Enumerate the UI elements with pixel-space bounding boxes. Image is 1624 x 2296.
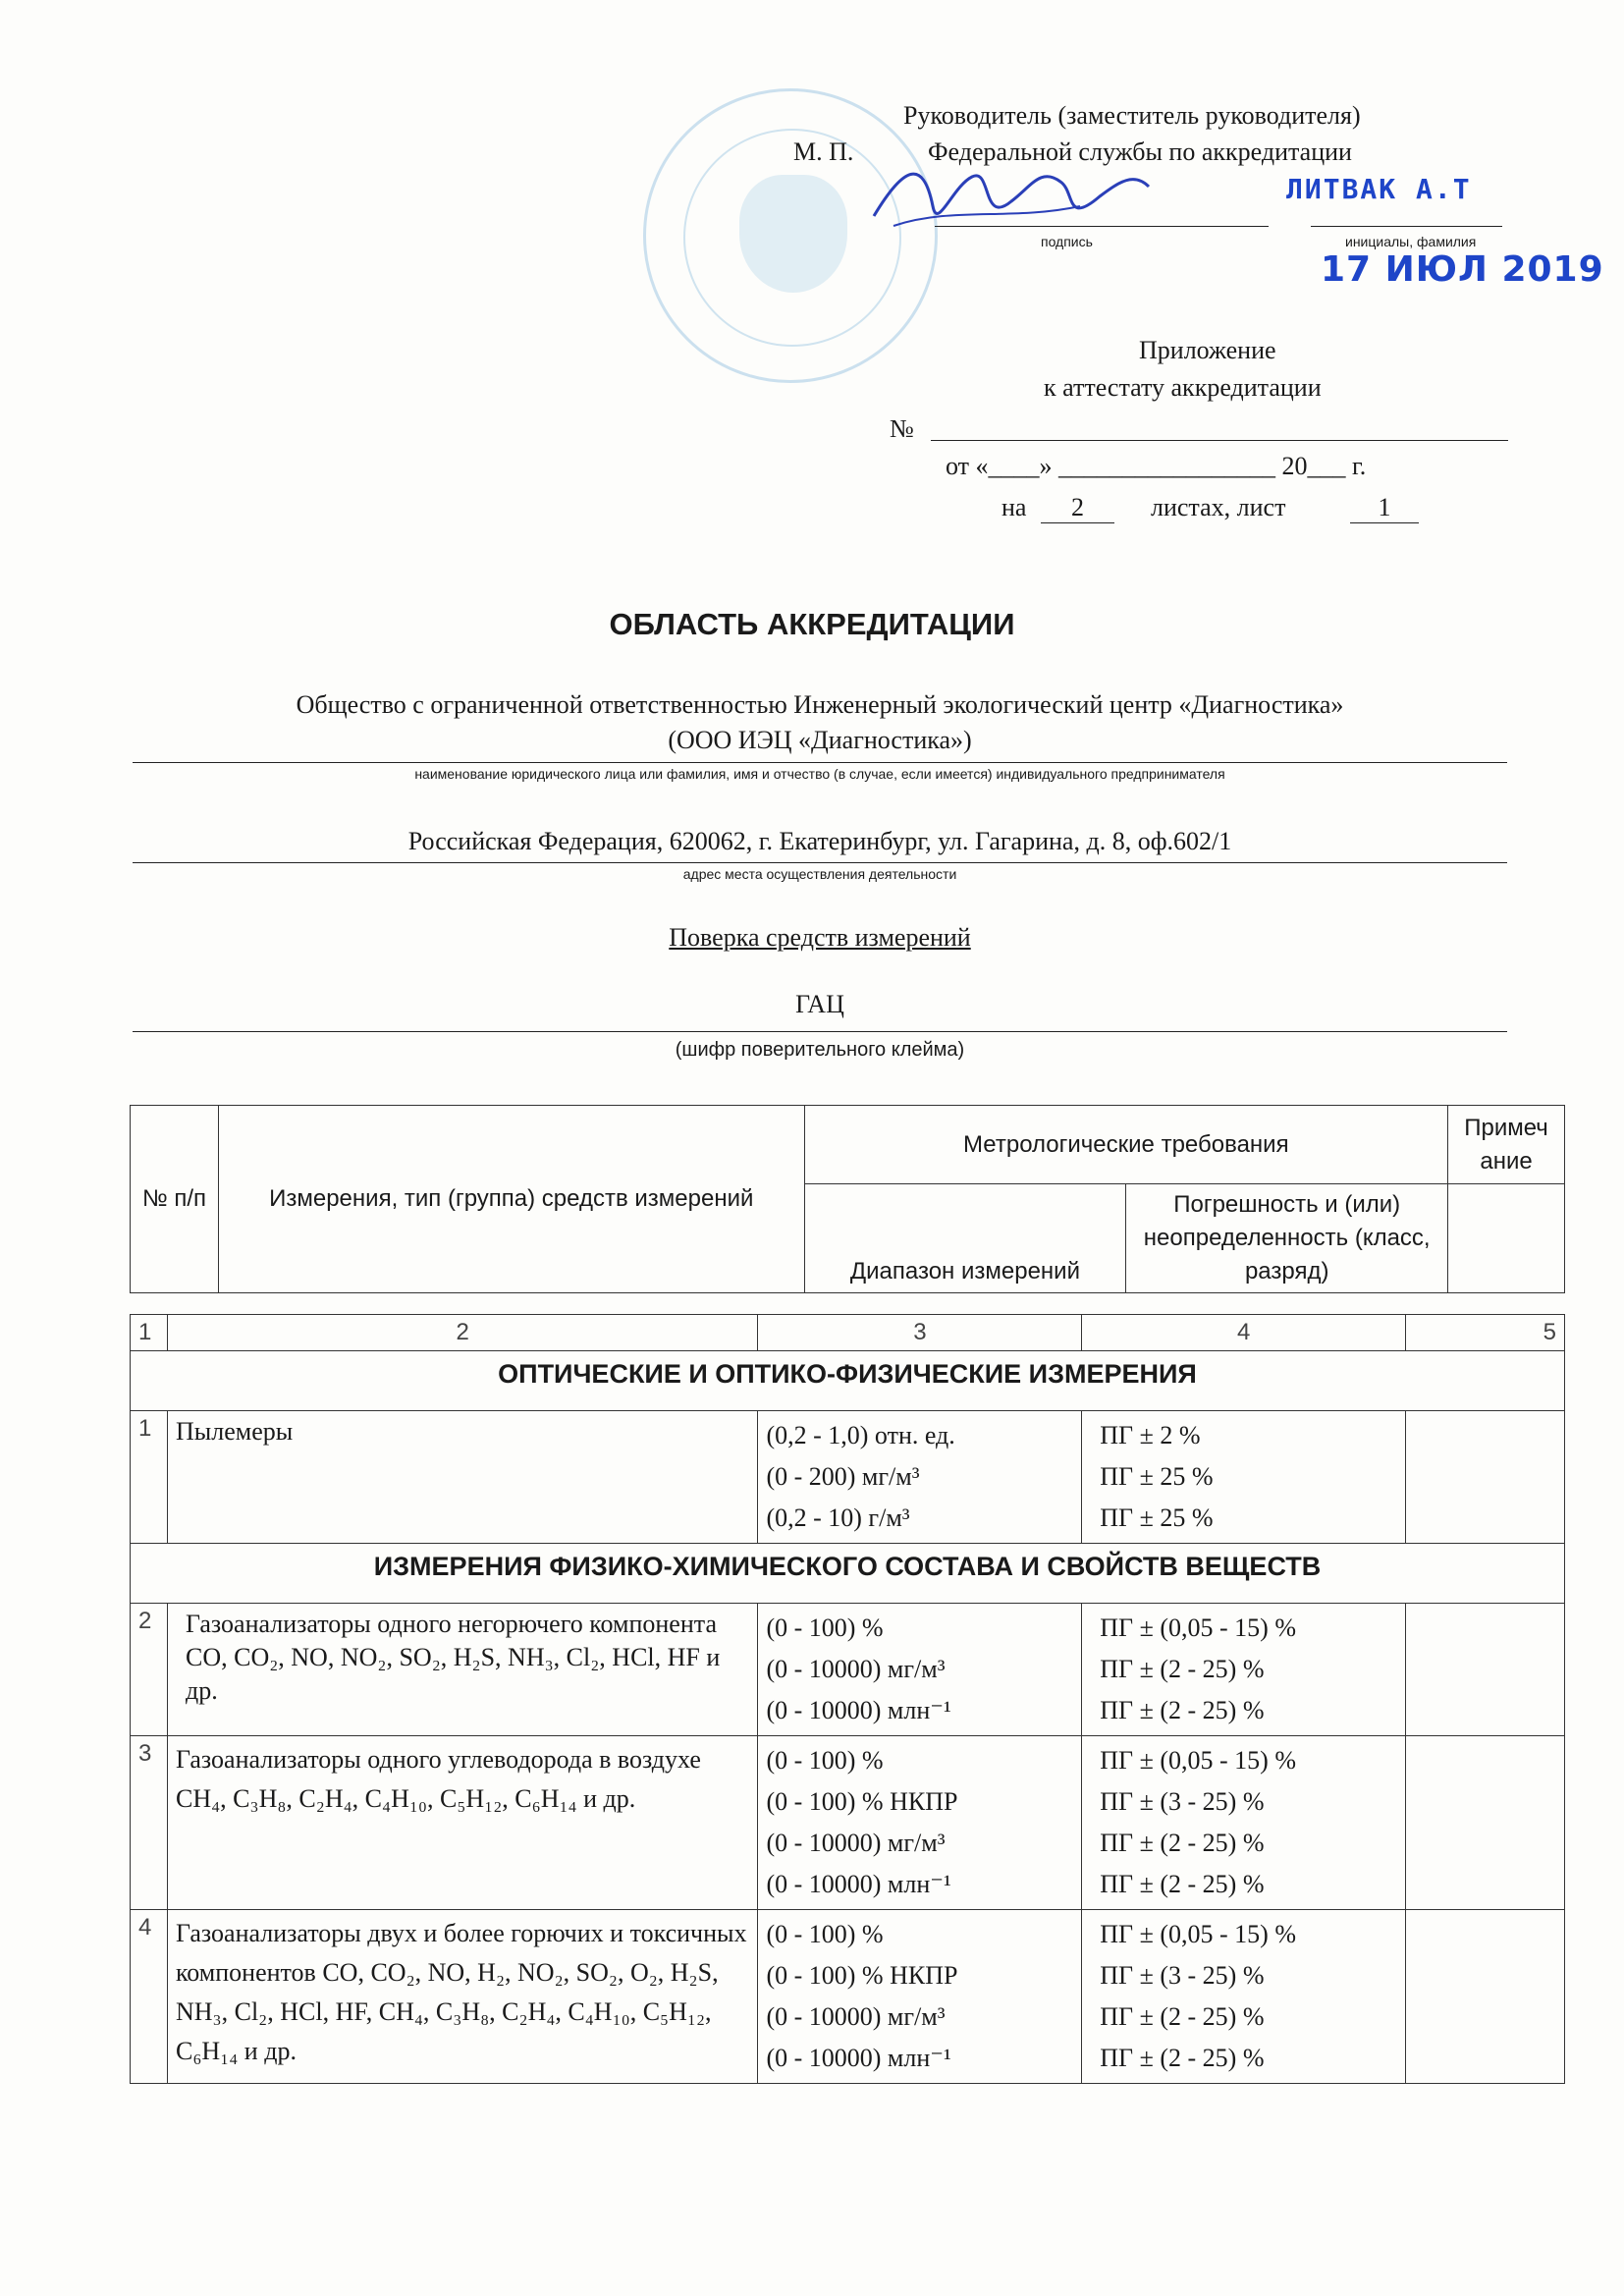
row-name: Пылемеры: [167, 1411, 757, 1544]
error-value: ПГ ± (0,05 - 15) %: [1100, 1920, 1296, 1948]
range-value: (0 - 10000) мг/м³: [766, 2002, 946, 2031]
column-number: 1: [131, 1315, 168, 1351]
verification-code: ГАЦ: [795, 990, 844, 1018]
column-number: 4: [1082, 1315, 1406, 1351]
col-note-header: [1448, 1106, 1565, 1184]
column-number: 3: [758, 1315, 1082, 1351]
range-value: (0 - 10000) млн⁻¹: [766, 2044, 951, 2072]
code-caption: (шифр поверительного клейма): [675, 1039, 965, 1061]
row-ranges: [758, 1604, 1082, 1736]
error-value: ПГ ± (2 - 25) %: [1100, 1870, 1265, 1898]
section-chemical: ИЗМЕРЕНИЯ ФИЗИКО-ХИМИЧЕСКОГО СОСТАВА И СВОЙСТВ ВЕЩЕСТВ: [131, 1544, 1565, 1604]
error-value: ПГ ± (3 - 25) %: [1100, 1787, 1265, 1816]
row-number: 1: [131, 1411, 168, 1544]
row-name: Газоанализаторы двух и более горючих и токсичных компонентов CO, CO₂, NO, H₂, NO₂, SO₂, O₂, H₂S, NH₃, Cl₂, HCl, HF, CH₄, C₃H₈, C₂H₄, C₄H₁₀, C₅H₁₂, C₆H₁₄ и др.: [167, 1910, 757, 2084]
range-value: (0 - 100) % НКПР: [766, 1961, 958, 1990]
col-range-header: Диапазон измерений: [804, 1184, 1126, 1293]
table-row: [131, 1736, 1565, 1910]
range-value: (0 - 100) %: [766, 1746, 884, 1775]
row-errors: [1082, 1604, 1406, 1736]
error-value: ПГ ± (0,05 - 15) %: [1100, 1746, 1296, 1775]
initials-caption: инициалы, фамилия: [1345, 234, 1477, 249]
range-value: (0 - 10000) мг/м³: [766, 1829, 946, 1857]
sheets-prefix: на: [1001, 493, 1027, 521]
row-note: [1406, 1910, 1565, 2084]
col-error-header: Погрешность и (или) неопределенность (класс, разряд): [1126, 1184, 1448, 1293]
signature-caption: подпись: [1041, 234, 1093, 249]
error-value: ПГ ± (3 - 25) %: [1100, 1961, 1265, 1990]
col-note-empty: [1448, 1184, 1565, 1293]
sheets-total: 2: [1041, 493, 1114, 523]
header-table: [130, 1105, 1565, 1293]
error-value: ПГ ± (2 - 25) %: [1100, 1829, 1265, 1857]
sheet-number: 1: [1350, 493, 1419, 523]
table-row: [131, 1411, 1565, 1544]
range-value: (0,2 - 10) г/м³: [766, 1503, 910, 1532]
date-stamp: 17 ИЮЛ 2019: [1321, 249, 1604, 290]
col-name-header: Измерения, тип (группа) средств измерений: [218, 1106, 804, 1293]
table-row: [131, 1604, 1565, 1736]
appendix-line-1: Приложение: [1139, 336, 1276, 364]
row-number: 2: [131, 1604, 168, 1736]
org-name-line-2: (ООО ИЭЦ «Диагностика»): [668, 726, 972, 754]
row-number: 4: [131, 1910, 168, 2084]
error-value: ПГ ± (2 - 25) %: [1100, 2002, 1265, 2031]
range-value: (0 - 10000) млн⁻¹: [766, 1870, 951, 1898]
error-value: ПГ ± 25 %: [1100, 1462, 1214, 1491]
row-errors: [1082, 1736, 1406, 1910]
document-title: ОБЛАСТЬ АККРЕДИТАЦИИ: [609, 607, 1015, 641]
section-row: [131, 1544, 1565, 1604]
appendix-line-2: к аттестату аккредитации: [1044, 373, 1322, 402]
head-title-2: Федеральной службы по аккредитации: [928, 137, 1352, 166]
section-row: [131, 1351, 1565, 1411]
col-metro-header: Метрологические требования: [804, 1106, 1448, 1184]
row-errors: [1082, 1411, 1406, 1544]
error-value: ПГ ± (2 - 25) %: [1100, 1655, 1265, 1683]
row-name: Газоанализаторы одного углеводорода в воздухе CH₄, C₃H₈, C₂H₄, C₄H₁₀, C₅H₁₂, C₆H₁₄ и др.: [167, 1736, 757, 1910]
address-caption: адрес места осуществления деятельности: [682, 866, 957, 882]
section-optical: ОПТИЧЕСКИЕ И ОПТИКО-ФИЗИЧЕСКИЕ ИЗМЕРЕНИЯ: [131, 1351, 1565, 1411]
range-value: (0 - 100) %: [766, 1920, 884, 1948]
coat-of-arms-icon: [739, 175, 847, 293]
row-number: 3: [131, 1736, 168, 1910]
row-ranges: [758, 1736, 1082, 1910]
number-sign: №: [890, 414, 914, 443]
range-value: (0 - 10000) мг/м³: [766, 1655, 946, 1683]
row-note: [1406, 1736, 1565, 1910]
signature-icon: [864, 147, 1159, 246]
range-value: (0 - 200) мг/м³: [766, 1462, 920, 1491]
error-value: ПГ ± (0,05 - 15) %: [1100, 1613, 1296, 1642]
appendix-date: от «____» _________________ 20___ г.: [946, 452, 1367, 480]
col-no-header: № п/п: [131, 1106, 219, 1293]
table-row: [131, 1910, 1565, 2084]
column-number: 2: [167, 1315, 757, 1351]
row-errors: [1082, 1910, 1406, 2084]
org-name-line-1: Общество с ограниченной ответственностью Инженерный экологический центр «Диагностика»: [296, 690, 1344, 719]
head-title-1: Руководитель (заместитель руководителя): [903, 101, 1361, 130]
activity-text: Поверка средств измерений: [669, 923, 971, 952]
row-ranges: [758, 1411, 1082, 1544]
name-stamp: ЛИТВАК А.Т: [1286, 173, 1472, 205]
column-numbers-row: [131, 1315, 1565, 1351]
range-value: (0 - 100) % НКПР: [766, 1787, 958, 1816]
row-note: [1406, 1411, 1565, 1544]
range-value: (0,2 - 1,0) отн. ед.: [766, 1421, 955, 1449]
column-number: 5: [1406, 1315, 1565, 1351]
error-value: ПГ ± (2 - 25) %: [1100, 2044, 1265, 2072]
row-ranges: [758, 1910, 1082, 2084]
activity-type: [128, 923, 1512, 953]
row-note: [1406, 1604, 1565, 1736]
scope-table: [130, 1314, 1565, 2084]
col-note-header-2: ание: [1480, 1147, 1533, 1175]
range-value: (0 - 10000) млн⁻¹: [766, 1696, 951, 1724]
org-name-caption: наименование юридического лица или фамилия, имя и отчество (в случае, если имеется) индивидуального предпринимателя: [414, 766, 1225, 782]
col-note-header-1: Примеч: [1464, 1114, 1548, 1141]
org-address: Российская Федерация, 620062, г. Екатеринбург, ул. Гагарина, д. 8, оф.602/1: [407, 827, 1232, 855]
sheets-mid: листах, лист: [1151, 493, 1286, 521]
range-value: (0 - 100) %: [766, 1613, 884, 1642]
error-value: ПГ ± 25 %: [1100, 1503, 1214, 1532]
error-value: ПГ ± 2 %: [1100, 1421, 1201, 1449]
mp-label: М. П.: [793, 137, 854, 166]
row-name: Газоанализаторы одного негорючего компонента CO, CO₂, NO, NO₂, SO₂, H₂S, NH₃, Cl₂, HCl, HF и др.: [167, 1604, 757, 1736]
error-value: ПГ ± (2 - 25) %: [1100, 1696, 1265, 1724]
